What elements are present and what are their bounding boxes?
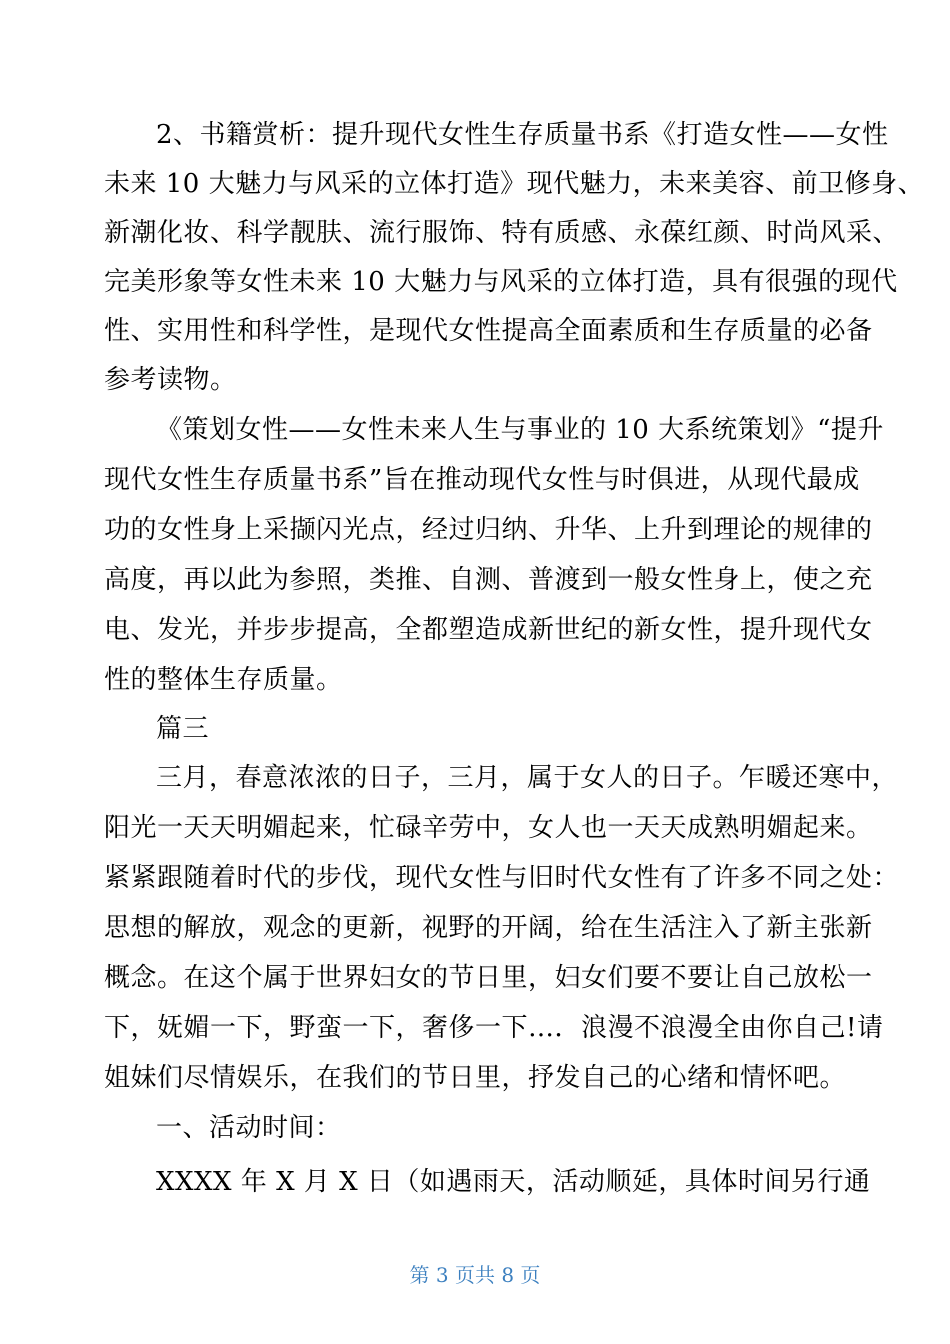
paragraph-line: 电、发光，并步步提高，全都塑造成新世纪的新女性，提升现代女 (104, 615, 873, 645)
paragraph-line: 三月，春意浓浓的日子，三月，属于女人的日子。乍暖还寒中， (156, 763, 899, 793)
paragraph-line: 未来 10 大魅力与风采的立体打造》现代魅力，未来美容、前卫修身、 (104, 169, 925, 199)
paragraph-line: 思想的解放，观念的更新，视野的开阔，给在生活注入了新主张新 (104, 913, 873, 943)
page-number-footer: 第 3 页共 8 页 (409, 1263, 541, 1287)
paragraph-line: 概念。在这个属于世界妇女的节日里，妇女们要不要让自己放松一 (104, 963, 873, 993)
paragraph-line: 高度，再以此为参照，类推、自测、普渡到一般女性身上，使之充 (104, 565, 873, 595)
paragraph-line: 新潮化妆、科学靓肤、流行服饰、特有质感、永葆红颜、时尚风采、 (104, 218, 900, 248)
paragraph-line: 功的女性身上采撷闪光点，经过归纳、升华、上升到理论的规律的 (104, 515, 873, 545)
paragraph-line: 《策划女性——女性未来人生与事业的 10 大系统策划》“提升 (156, 415, 884, 445)
paragraph-line: XXXX 年 X 月 X 日（如遇雨天，活动顺延，具体时间另行通 (156, 1167, 871, 1197)
paragraph-line: 姐妹们尽情娱乐，在我们的节日里，抒发自己的心绪和情怀吧。 (104, 1063, 847, 1093)
section-heading: 一、活动时间： (156, 1113, 342, 1143)
paragraph-line: 2、书籍赏析：提升现代女性生存质量书系《打造女性——女性 (156, 120, 889, 150)
paragraph-line: 完美形象等女性未来 10 大魅力与风采的立体打造，具有很强的现代 (104, 267, 898, 297)
paragraph-line: 阳光一天天明媚起来，忙碌辛劳中，女人也一天天成熟明媚起来。 (104, 813, 873, 843)
paragraph-line: 现代女性生存质量书系”旨在推动现代女性与时俱进，从现代最成 (104, 465, 860, 495)
paragraph-line: 下，妩媚一下，野蛮一下，奢侈一下…．浪漫不浪漫全由你自己!请 (104, 1013, 884, 1043)
paragraph-line: 紧紧跟随着时代的步伐，现代女性与旧时代女性有了许多不同之处： (104, 863, 900, 893)
section-heading: 篇三 (156, 714, 210, 744)
paragraph-line: 参考读物。 (104, 365, 237, 395)
paragraph-line: 性、实用性和科学性，是现代女性提高全面素质和生存质量的必备 (104, 316, 873, 346)
paragraph-line: 性的整体生存质量。 (104, 665, 343, 695)
